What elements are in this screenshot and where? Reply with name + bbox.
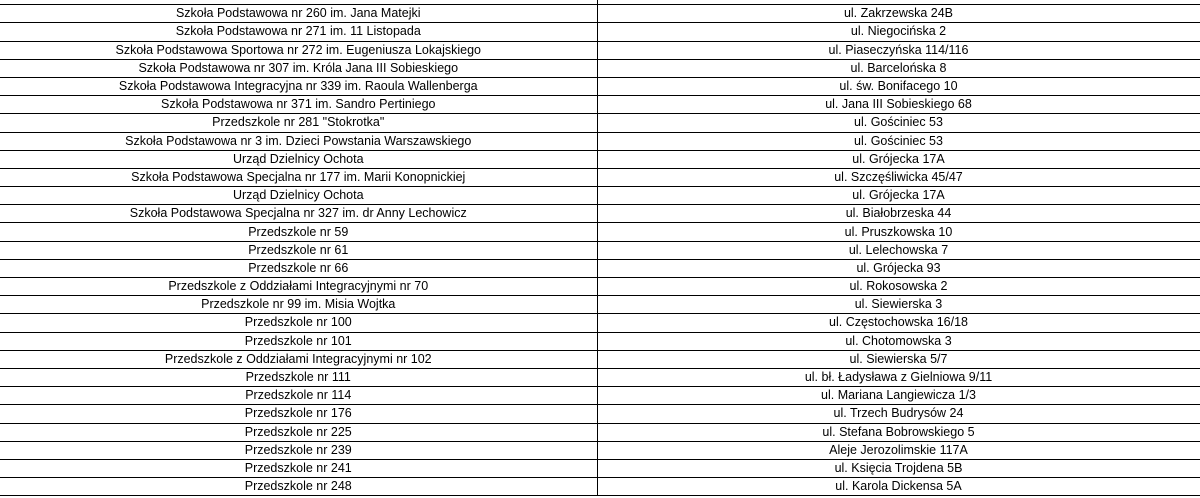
address-cell[interactable]: ul. Zakrzewska 24B xyxy=(597,5,1200,23)
table-row xyxy=(0,350,1200,368)
table-row xyxy=(0,368,1200,386)
table-row xyxy=(0,223,1200,241)
institution-name-cell[interactable]: Urząd Dzielnicy Ochota xyxy=(0,187,597,205)
table-row xyxy=(0,96,1200,114)
institution-name-cell[interactable]: Szkoła Podstawowa nr 271 im. 11 Listopada xyxy=(0,23,597,41)
institution-name-cell[interactable]: Przedszkole nr 176 xyxy=(0,405,597,423)
institution-name-cell[interactable]: Szkoła Podstawowa nr 307 im. Króla Jana III Sobieskiego xyxy=(0,59,597,77)
address-cell[interactable]: ul. Pruszkowska 10 xyxy=(597,223,1200,241)
institution-name-cell[interactable]: Przedszkole nr 101 xyxy=(0,332,597,350)
table-row xyxy=(0,478,1200,496)
institution-name-cell[interactable]: Przedszkole nr 281 "Stokrotka" xyxy=(0,114,597,132)
table-row xyxy=(0,59,1200,77)
institution-name-cell[interactable]: Przedszkole z Oddziałami Integracyjnymi nr 102 xyxy=(0,350,597,368)
table-row xyxy=(0,168,1200,186)
address-cell[interactable]: ul. Gościniec 53 xyxy=(597,114,1200,132)
table-row xyxy=(0,296,1200,314)
address-cell[interactable]: ul. Barcelońska 8 xyxy=(597,59,1200,77)
address-cell[interactable]: ul. Chotomowska 3 xyxy=(597,332,1200,350)
table-row xyxy=(0,423,1200,441)
address-cell[interactable]: ul. Trzech Budrysów 24 xyxy=(597,405,1200,423)
address-cell[interactable]: ul. Piaseczyńska 114/116 xyxy=(597,41,1200,59)
table-row xyxy=(0,132,1200,150)
institution-name-cell[interactable]: Szkoła Podstawowa nr 3 im. Dzieci Powstania Warszawskiego xyxy=(0,132,597,150)
address-cell[interactable]: ul. Lelechowska 7 xyxy=(597,241,1200,259)
address-cell[interactable]: ul. Jana III Sobieskiego 68 xyxy=(597,96,1200,114)
institution-name-cell[interactable]: Szkoła Podstawowa nr 260 im. Jana Matejki xyxy=(0,5,597,23)
address-cell[interactable]: ul. Siewierska 3 xyxy=(597,296,1200,314)
address-cell[interactable]: ul. Grójecka 17A xyxy=(597,150,1200,168)
address-cell[interactable]: ul. Grójecka 93 xyxy=(597,259,1200,277)
address-cell[interactable]: ul. Stefana Bobrowskiego 5 xyxy=(597,423,1200,441)
address-cell[interactable]: ul. Księcia Trojdena 5B xyxy=(597,459,1200,477)
address-cell[interactable]: ul. Siewierska 5/7 xyxy=(597,350,1200,368)
address-cell[interactable]: ul. Karola Dickensa 5A xyxy=(597,478,1200,496)
table-row xyxy=(0,41,1200,59)
institution-name-cell[interactable]: Przedszkole nr 66 xyxy=(0,259,597,277)
table-row xyxy=(0,205,1200,223)
table-row xyxy=(0,387,1200,405)
table-row xyxy=(0,405,1200,423)
table-row xyxy=(0,23,1200,41)
table-row xyxy=(0,441,1200,459)
address-cell[interactable]: ul. Mariana Langiewicza 1/3 xyxy=(597,387,1200,405)
institution-name-cell[interactable]: Przedszkole nr 239 xyxy=(0,441,597,459)
institution-name-cell[interactable]: Szkoła Podstawowa Specjalna nr 327 im. dr Anny Lechowicz xyxy=(0,205,597,223)
institution-name-cell[interactable]: Przedszkole nr 59 xyxy=(0,223,597,241)
address-cell[interactable]: ul. Częstochowska 16/18 xyxy=(597,314,1200,332)
table-row xyxy=(0,114,1200,132)
institution-name-cell[interactable]: Przedszkole z Oddziałami Integracyjnymi nr 70 xyxy=(0,278,597,296)
address-cell[interactable]: ul. Białobrzeska 44 xyxy=(597,205,1200,223)
institution-name-cell[interactable]: Przedszkole nr 100 xyxy=(0,314,597,332)
institution-name-cell[interactable]: Przedszkole nr 248 xyxy=(0,478,597,496)
table-row xyxy=(0,314,1200,332)
address-cell[interactable]: ul. bł. Ładysława z Gielniowa 9/11 xyxy=(597,368,1200,386)
institution-name-cell[interactable]: Przedszkole nr 111 xyxy=(0,368,597,386)
institution-name-cell[interactable]: Szkoła Podstawowa nr 371 im. Sandro Pertiniego xyxy=(0,96,597,114)
table-row xyxy=(0,5,1200,23)
institution-name-cell[interactable]: Szkoła Podstawowa Sportowa nr 272 im. Eugeniusza Lokajskiego xyxy=(0,41,597,59)
institution-name-cell[interactable]: Przedszkole nr 99 im. Misia Wojtka xyxy=(0,296,597,314)
table-row xyxy=(0,77,1200,95)
address-cell[interactable]: ul. Grójecka 17A xyxy=(597,187,1200,205)
table-row xyxy=(0,278,1200,296)
address-cell[interactable]: ul. Szczęśliwicka 45/47 xyxy=(597,168,1200,186)
institution-name-cell[interactable]: Szkoła Podstawowa Integracyjna nr 339 im. Raoula Wallenberga xyxy=(0,77,597,95)
table-row xyxy=(0,459,1200,477)
institution-name-cell[interactable]: Przedszkole nr 61 xyxy=(0,241,597,259)
table-row xyxy=(0,332,1200,350)
table-row xyxy=(0,187,1200,205)
table-row xyxy=(0,241,1200,259)
institution-name-cell[interactable]: Przedszkole nr 225 xyxy=(0,423,597,441)
address-cell[interactable]: ul. Rokosowska 2 xyxy=(597,278,1200,296)
table-row xyxy=(0,259,1200,277)
address-cell[interactable]: ul. św. Bonifacego 10 xyxy=(597,77,1200,95)
address-cell[interactable]: Aleje Jerozolimskie 117A xyxy=(597,441,1200,459)
institution-name-cell[interactable]: Przedszkole nr 241 xyxy=(0,459,597,477)
institution-name-cell[interactable]: Szkoła Podstawowa Specjalna nr 177 im. Marii Konopnickiej xyxy=(0,168,597,186)
address-cell[interactable]: ul. Niegocińska 2 xyxy=(597,23,1200,41)
institution-name-cell[interactable]: Przedszkole nr 114 xyxy=(0,387,597,405)
table-row xyxy=(0,150,1200,168)
address-cell[interactable]: ul. Gościniec 53 xyxy=(597,132,1200,150)
institution-name-cell[interactable]: Urząd Dzielnicy Ochota xyxy=(0,150,597,168)
